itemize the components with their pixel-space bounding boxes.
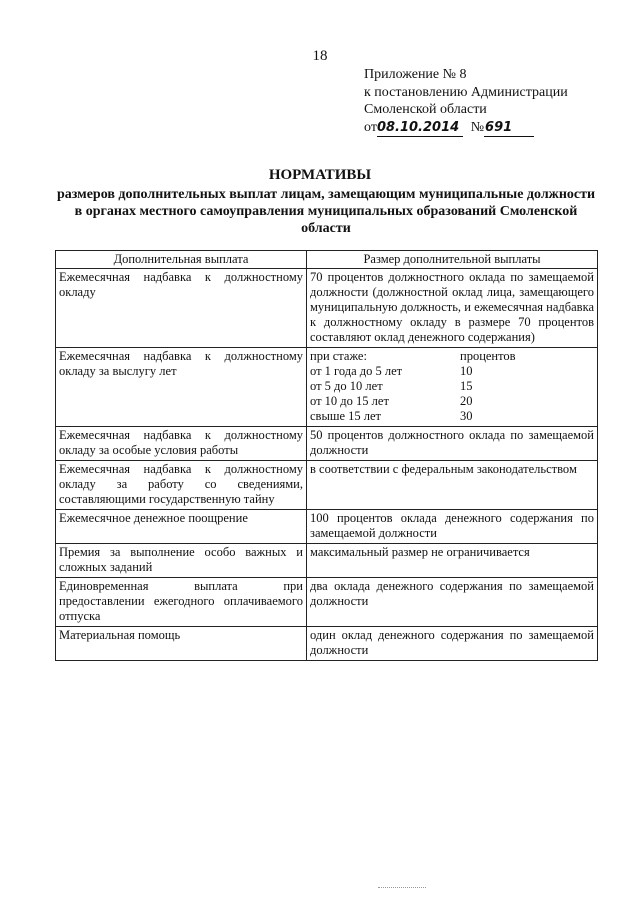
seniority-head-label: при стаже: bbox=[310, 349, 367, 363]
seniority-head-unit: процентов bbox=[460, 349, 516, 363]
handwritten-date: 08.10.2014 bbox=[377, 119, 463, 138]
table-header-row bbox=[56, 251, 598, 269]
seniority-grid bbox=[310, 349, 594, 424]
table-row bbox=[56, 269, 598, 348]
header-size: Размер дополнительной выплаты bbox=[307, 251, 598, 269]
scan-artifact-line bbox=[378, 887, 426, 888]
table-row bbox=[56, 348, 598, 427]
handwritten-number: 691 bbox=[484, 119, 534, 138]
table-row bbox=[56, 461, 598, 510]
appendix-date-line bbox=[364, 119, 568, 138]
payment-cell: Премия за выполнение особо важных и сложных заданий bbox=[56, 544, 307, 578]
seniority-range: от 10 до 15 лет bbox=[310, 394, 389, 408]
size-cell: 70 процентов должностного оклада по замещаемой должности (должностной оклад лица, замещающего муниципальную должность, и ежемесячная надбавка к должностному окладу в размере 70 процентов составляют оклад денежного содержания) bbox=[307, 269, 598, 348]
payment-cell: Ежемесячная надбавка к должностному окладу за выслугу лет bbox=[56, 348, 307, 427]
size-cell bbox=[307, 348, 598, 427]
payment-cell: Единовременная выплата при предоставлении ежегодного оплачиваемого отпуска bbox=[56, 578, 307, 627]
size-cell: 50 процентов должностного оклада по замещаемой должности bbox=[307, 427, 598, 461]
norms-table bbox=[55, 250, 598, 661]
appendix-line-2: к постановлению Администрации bbox=[364, 84, 568, 100]
appendix-block bbox=[364, 66, 568, 137]
payment-cell: Ежемесячное денежное поощрение bbox=[56, 510, 307, 544]
appendix-line-3: Смоленской области bbox=[364, 102, 487, 117]
seniority-percent: 30 bbox=[460, 409, 473, 423]
seniority-range: от 5 до 10 лет bbox=[310, 379, 383, 393]
size-cell: в соответствии с федеральным законодательством bbox=[307, 461, 598, 510]
payment-cell: Материальная помощь bbox=[56, 627, 307, 661]
number-prefix: № bbox=[470, 119, 485, 135]
table-row bbox=[56, 544, 598, 578]
payment-cell: Ежемесячная надбавка к должностному окладу bbox=[56, 269, 307, 348]
seniority-percent: 20 bbox=[460, 394, 473, 408]
payment-cell: Ежемесячная надбавка к должностному окладу за работу со сведениями, составляющими государственную тайну bbox=[56, 461, 307, 510]
payment-cell: Ежемесячная надбавка к должностному окладу за особые условия работы bbox=[56, 427, 307, 461]
size-cell: один оклад денежного содержания по замещаемой должности bbox=[307, 627, 598, 661]
seniority-percent: 15 bbox=[460, 379, 473, 393]
table-row bbox=[56, 627, 598, 661]
page-number: 18 bbox=[312, 48, 328, 64]
size-cell: два оклада денежного содержания по замещаемой должности bbox=[307, 578, 598, 627]
seniority-range: от 1 года до 5 лет bbox=[310, 364, 403, 378]
table-row bbox=[56, 578, 598, 627]
seniority-percent: 10 bbox=[460, 364, 473, 378]
header-payment: Дополнительная выплата bbox=[56, 251, 307, 269]
size-cell: максимальный размер не ограничивается bbox=[307, 544, 598, 578]
document-title: НОРМАТИВЫ bbox=[268, 167, 372, 183]
seniority-range: свыше 15 лет bbox=[310, 409, 382, 423]
document-subtitle: размеров дополнительных выплат лицам, замещающим муниципальные должности в органах местного самоуправления муниципальных образований Смоленской области bbox=[56, 187, 596, 236]
table-row bbox=[56, 427, 598, 461]
size-cell: 100 процентов оклада денежного содержания по замещаемой должности bbox=[307, 510, 598, 544]
appendix-line-1: Приложение № 8 bbox=[364, 67, 467, 82]
date-prefix: от bbox=[364, 119, 377, 135]
table-row bbox=[56, 510, 598, 544]
